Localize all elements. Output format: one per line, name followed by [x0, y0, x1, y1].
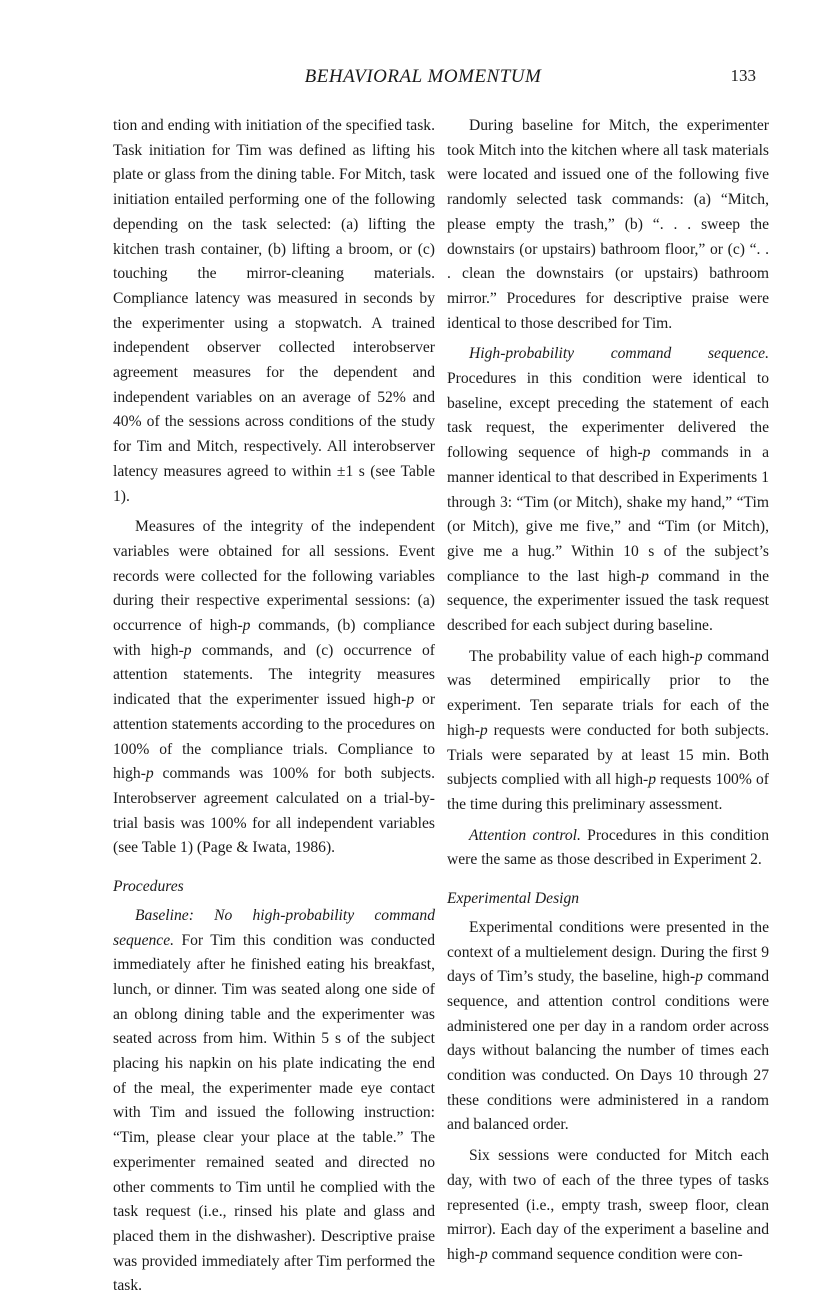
- paragraph: Measures of the integrity of the independent variables were obtained for all sessions. Event records were collected for the following variables during their respective experimental sessions: (a) occurrence of high-p commands, (b) compliance with high-p commands, and (c) occurrence of attention statements. The integrity measures indicated that the experimenter issued high-p or attention statements according to the procedures on 100% of the compliance trials. Compliance to high-p commands was 100% for both subjects. Interobserver agreement calculated on a trial-by-trial basis was 100% for all independent variables (see Table 1) (Page & Iwata, 1986).: [113, 518, 436, 857]
- paragraph: tion and ending with initiation of the specified task. Task initiation for Tim was defined as lifting his plate or glass from the dining table. For Mitch, task initiation entailed performing one of the following depending on the task selected: (a) lifting the kitchen trash container, (b) lifting a broom, or (c) touching the mirror-cleaning materials. Compliance latency was measured in seconds by the experimenter using a stopwatch. A trained independent observer collected interobserver agreement measures for the dependent and independent variables on an average of 52% and 40% of the sessions across conditions of the study for Tim and Mitch, respectively. All interobserver latency measures agreed to within ±1 s (see Table 1).: [113, 117, 435, 505]
- paragraph: During baseline for Mitch, the experimenter took Mitch into the kitchen where all task materials were located and issued one of the following five randomly selected task commands: (a) “Mitch, please empty the trash,” (b) “. . . sweep the downstairs (or upstairs) bathroom floor,” or (c) “. . . clean the downstairs (or upstairs) bathroom mirror.” Procedures for descriptive praise were identical to those described for Tim.: [447, 117, 769, 332]
- page-header: [90, 66, 756, 92]
- section-heading-procedures: Procedures: [113, 878, 184, 896]
- run-in-heading: High-probability command sequence.: [469, 345, 769, 363]
- paragraph: The probability value of each high-p command was determined empirically prior to the experiment. Ten separate trials for each of the high-p requests were conducted for both subjects. Trials were separated by at least 15 min. Both subjects complied with all high-p requests 100% of the time during this preliminary assessment.: [447, 647, 770, 813]
- paragraph: Six sessions were conducted for Mitch each day, with two of each of the three types of tasks represented (i.e., empty trash, sweep floor, clean mirror). Each day of the experiment a baseline and high-p command sequence condition were con-: [447, 1147, 769, 1263]
- paragraph: Baseline: No high-probability command sequence. For Tim this condition was conducted immediately after he finished eating his breakfast, lunch, or dinner. Tim was seated along one side of an oblong dining table and the experimenter was seated across from him. Within 5 s of the subject placing his napkin on his plate indicating the end of the meal, the experimenter made eye contact with Tim and issued the following instruction: “Tim, please clear your place at the table.” The experimenter remained seated and directed no other comments to Tim until he complied with the task request (i.e., rinsed his plate and glass and placed them in the dishwasher). Descriptive praise was provided immediately after Tim performed the task.: [113, 906, 435, 1295]
- paragraph: Attention control. Procedures in this condition were the same as those described in Experiment 2.: [447, 826, 769, 869]
- section-heading-experimental-design: Experimental Design: [447, 890, 580, 908]
- run-in-heading: Baseline: No high-probability command sequence.: [113, 906, 435, 949]
- right-column: [447, 114, 769, 1274]
- left-column: [113, 114, 435, 1305]
- page-number: 133: [730, 66, 756, 85]
- run-in-heading: Attention control.: [469, 826, 581, 844]
- paragraph: Experimental conditions were presented in the context of a multielement design. During the first 9 days of Tim’s study, the baseline, high-p command sequence, and attention control conditions were administered one per day in a random order across days without balancing the number of times each condition was conducted. On Days 10 through 27 these conditions were administered in a random and balanced order.: [447, 918, 770, 1134]
- running-title: BEHAVIORAL MOMENTUM: [304, 66, 542, 87]
- paragraph: High-probability command sequence. Procedures in this condition were identical to baseline, except preceding the statement of each task request, the experimenter delivered the following sequence of high-p commands in a manner identical to that described in Experiments 1 through 3: “Tim (or Mitch), shake my hand,” “Tim (or Mitch), give me five,” and “Tim (or Mitch), give me a hug.” Within 10 s of the subject’s compliance to the last high-p command in the sequence, the experimenter issued the task request described for each subject during baseline.: [447, 345, 769, 635]
